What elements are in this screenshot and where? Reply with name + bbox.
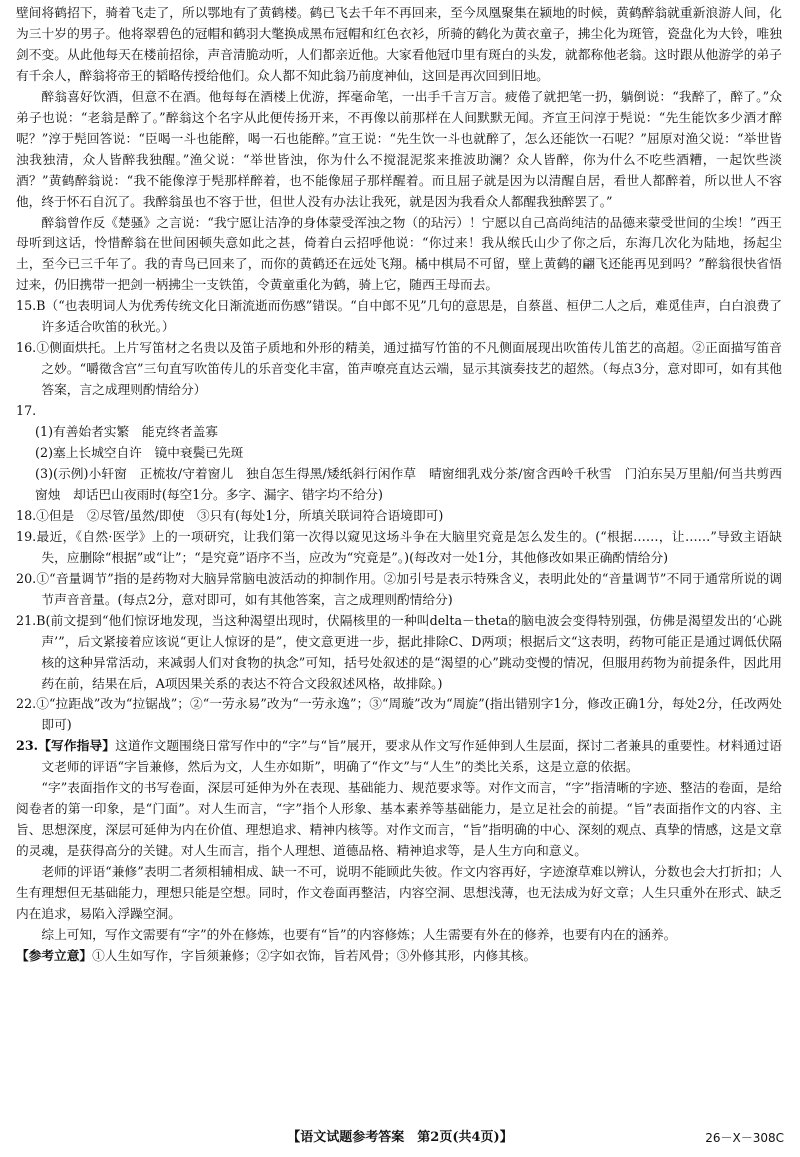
footer-title: 【语文试题参考答案 第2页(共4页)】 [287,1130,513,1145]
reference-ideas [16,946,782,967]
translation-paragraph-3: 醉翁曾作反《楚骚》之言说：“我宁愿让洁净的身体蒙受浑浊之物（的玷污）！宁愿以自己高尚纯洁的品德来蒙受世间的尘埃！”西王母听到这话，怜惜醉翁在世间困顿失意如此之甚，倚着白云招呼他说：“你过来！我从缑氏山少了你之后，东海几次化为陆地，扬起尘土，至今已三千年了。我的青鸟已回来了，而你的黄鹤还在远处飞翔。橘中棋局不可留，壁上黄鹤的翩飞还能再见到吗？”醉翁很快省悟过来，仍旧携带一把剑一柄拂尘一支铁笛，令黄童重化为鹤，骑上它，随西王母而去。 [16,214,782,293]
answer-17-2: (2)塞上长城空自许 镜中衰鬓已先斑 [35,445,244,461]
answer-17-3: (3)(示例)小轩窗 正梳妆/守着窗儿 独自怎生得黑/矮纸斜行闲作草 晴窗细乳戏分茶/窗含西岭千秋雪 门泊东吴万里船/何当共剪西窗烛 却话巴山夜雨时(每空1分。多字、漏字、错字均不给分) [35,465,782,502]
answer-17-label: 17. [16,403,37,419]
page-footer [16,1126,784,1150]
writing-guide-summary: 综上可知，写作文需要有“字”的外在修炼，也要有“旨”的内容修炼；人生需要有外在的修养，也要有内在的涵养。 [41,926,677,942]
answer-17-1: (1)有善始者实繁 能克终者盖寡 [35,424,218,440]
writing-guide-intro: 这道作文题围绕日常写作中的“字”与“旨”展开，要求从作文写作延伸到人生层面，探讨二者兼具的重要性。材料通过语文老师的评语“字旨兼修，然后为文，人生亦如斯”，明确了“作文”与“人生”的类比关系，这是立意的依据。 [41,738,782,775]
answer-21: 21.B(前文提到“他们惊讶地发现，当这种渴望出现时，伏隔核里的一种叫delta－theta的脑电波会变得特别强，仿佛是渴望发出的‘心跳声’”，后文紧接着应该说“更让人惊讶的是”，使文意更进一步，据此排除C、D两项；根据后文“这表明，药物可能正是通过调低伏隔核的这种异常活动，来减弱人们对食物的执念”可知，括号处叙述的是“渴望的心”跳动变慢的情况，但服用药物为前提条件，因此用药在前，结果在后，A项因果关系的表达不符合文段叙述风格，故排除。) [16,612,782,691]
answer-16: 16.①侧面烘托。上片写笛材之名贵以及笛子质地和外形的精美，通过描写竹笛的不凡侧面展现出吹笛传儿笛艺的高超。②正面描写笛音之妙。“嚼徵含宫”三句直写吹笛传儿的乐音变化丰富，笛声嘹亮直达云端，显示其演奏技艺的超然。（每点3分，意对即可，如有其他答案，言之成理则酌情给分） [16,340,782,398]
translation-paragraph-1: 壁间将鹤招下，骑着飞走了，所以鄂地有了黄鹤楼。鹤已飞去千年不再回来，至今凤凰聚集在颍地的时候，黄鹤醉翁就重新浪游人间，化为三十岁的男子。他将翠碧色的冠帽和鹤羽大氅换成黑布冠帽和红色衣衫，所骑的鹤化为黄衣童子，拂尘化为斑管，瓷盘化为大铃，唯独剑不变。从此他每天在楼前招徐，声音清脆动听，人们都亲近他。大家看他冠巾里有斑白的头发，就都称他老翁。这时跟从他游学的弟子有千余人，醉翁将帝王的韬略传授给他们。众人都不知此翁乃前度神仙，这回是再次回到旧地。 [16,5,782,83]
footer-code: 26－X－308C [705,1131,784,1145]
reference-ideas-text: ①人生如写作，字旨须兼修；②字如衣饰，旨若风骨；③外修其形，内修其核。 [92,947,537,963]
answer-19: 19.最近，《自然·医学》上的一项研究，让我们第一次得以窥见这场斗争在大脑里究竟是怎么发生的。(“根据……，让……”导致主语缺失，应删除“根据”或“让”；“是究竟”语序不当，应改为“究竟是”。)(每改对一处1分，其他修改如果正确酌情给分) [16,528,782,565]
answer-23-guide [16,736,782,778]
writing-guide-zi: “字”表面指作文的书写卷面，深层可延伸为外在表现、基础能力、规范要求等。对作文而言，“字”指清晰的字迹、整洁的卷面，是给阅卷者的第一印象，是“门面”。对人生而言，“字”指个人形象、基本素养等基础能力，是立足社会的前提。“旨”表面指作文的内容、主旨、思想深度，深层可延伸为内在价值、理想追求、精神内核等。对作文而言，“旨”指明确的中心、深刻的观点、真挚的情感，这是文章的灵魂，是获得高分的关键。对人生而言，指个人理想、道德品格、精神追求等，是人生方向和意义。 [16,780,782,859]
answer-18: 18.①但是 ②尽管/虽然/即使 ③只有(每处1分，所填关联词符合语境即可) [16,507,444,523]
answer-20: 20.①“音量调节”指的是药物对大脑异常脑电波活动的抑制作用。②加引号是表示特殊含义，表明此处的“音量调节”不同于通常所说的调节声音音量。(每点2分，意对即可，如有其他答案，言之成理则酌情给分) [16,570,782,607]
writing-guide-jian: 老师的评语“兼修”表明二者须相辅相成、缺一不可，说明不能顾此失彼。作文内容再好，字迹潦草难以辨认，分数也会大打折扣；人生有理想但无基础能力，理想只能是空想。同时，作文卷面再整洁，内容空洞、思想浅薄，也无法成为好文章；人生只重外在形式、缺乏内在追求，易陷入浮躁空洞。 [16,864,782,921]
answer-content [16,3,782,967]
translation-paragraph-2: 醉翁喜好饮酒，但意不在酒。他每每在酒楼上优游，挥毫命笔，一出手千言万言。疲倦了就把笔一扔，躺倒说：“我醉了，醉了。”众弟子也说：“老翁是醉了。”醉翁这个名字从此便传扬开来，不再像以前那样在人间默默无闻。齐宣王问淳于髡说：“先生能饮多少酒才醉呢？”淳于髡回答说：“臣喝一斗也能醉，喝一石也能醉。”宣王说：“先生饮一斗也就醉了，怎么还能饮一石呢？”屈原对渔父说：“举世皆浊我独清，众人皆醉我独醒。”渔父说：“举世皆浊，你为什么不搅混泥浆来推波助澜？众人皆醉，你为什么不吃些酒糟，一起饮些淡酒？”黄鹤醉翁说：“我不能像淳于髡那样醉着，也不能像屈子那样醒着。而且屈子就是因为以清醒自居，看世人都醉着，所以世人不容他，终于怀石自沉了。我醉翁虽也不容于世，但世人没有办法让我死，就是因为我看众人都醒我独醉罢了。” [16,88,782,209]
answer-15: 15.B（“也表明词人为优秀传统文化日渐流逝而伤感”错误。“自中郎不见”几句的意思是，自蔡邕、桓伊二人之后，难觅佳声，白白浪费了许多适合吹笛的秋光。） [16,298,782,335]
writing-guide-label: 23.【写作指导】 [16,738,116,754]
reference-ideas-label: 【参考立意】 [16,947,93,963]
answer-22: 22.①“拉距战”改为“拉锯战”；②“一劳永易”改为“一劳永逸”；③“周璇”改为“周旋”(指出错别字1分，修改正确1分，每处2分，任改两处即可) [16,696,782,733]
